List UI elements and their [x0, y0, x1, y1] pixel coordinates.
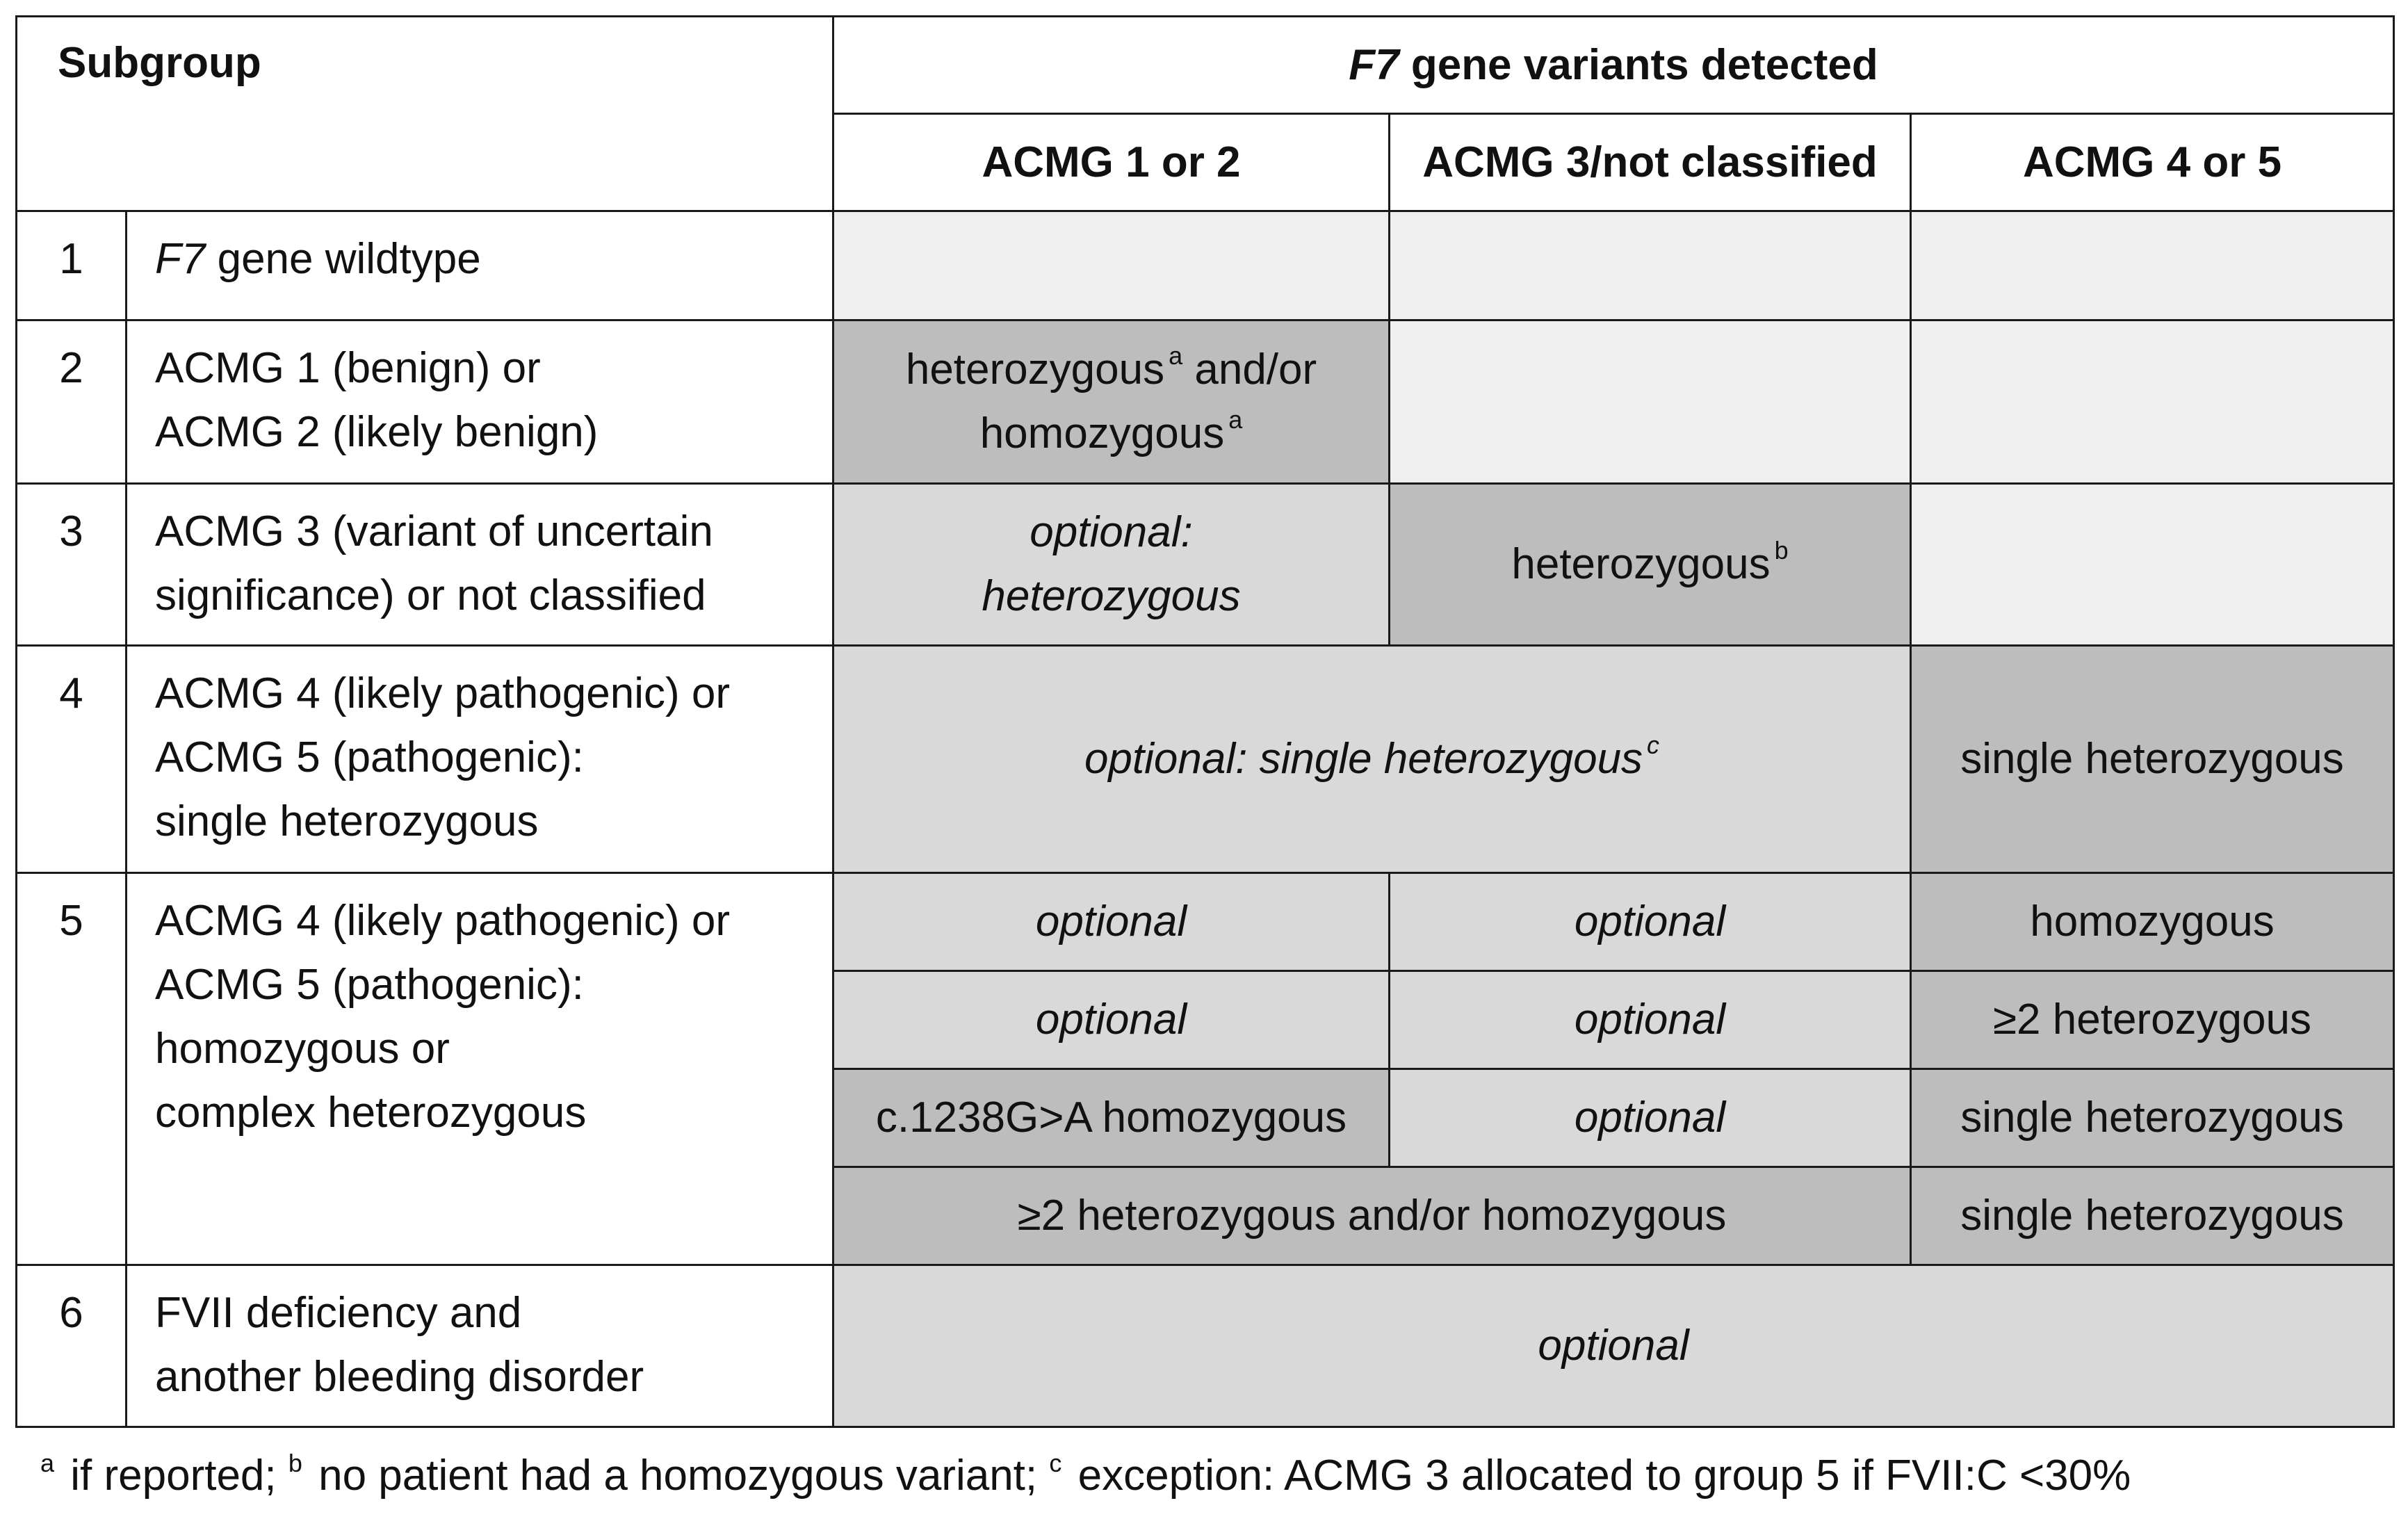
cell-acmg-3: heterozygous $^b$ — [1390, 484, 1911, 646]
header-acmg-3: ACMG 3/not classified — [1390, 114, 1911, 211]
cell-acmg-1-3: optional: single heterozygous $^c$ — [833, 646, 1911, 873]
row-number: 6 — [17, 1265, 127, 1427]
row-description: ACMG 1 (benign) or ACMG 2 (likely benign) — [127, 320, 833, 484]
cell-acmg-4-5: single heterozygous — [1911, 1167, 2394, 1265]
row-number: 1 — [17, 211, 127, 320]
cell-empty — [1911, 320, 2394, 484]
cell-acmg-4-5: single heterozygous — [1911, 1069, 2394, 1167]
cell-all-classes: optional — [833, 1265, 2394, 1427]
row-number: 5 — [17, 873, 127, 1265]
row-number: 2 — [17, 320, 127, 484]
table-row — [17, 320, 2394, 484]
header-acmg-4-5: ACMG 4 or 5 — [1911, 114, 2394, 211]
cell-acmg-4-5: single heterozygous — [1911, 646, 2394, 873]
cell-empty — [1390, 320, 1911, 484]
subgroup-table — [15, 15, 2395, 1428]
cell-acmg-1-3: ≥2 heterozygous and/or homozygous — [833, 1167, 1911, 1265]
cell-acmg-3: optional — [1390, 873, 1911, 971]
cell-acmg-1-2: heterozygous $^a$ and/or homozygous $^a$ — [833, 320, 1390, 484]
cell-acmg-4-5: homozygous — [1911, 873, 2394, 971]
header-variants-detected: F7 gene variants detected — [833, 17, 2394, 114]
cell-empty — [1390, 211, 1911, 320]
table-row — [17, 484, 2394, 646]
cell-acmg-1-2: optional: heterozygous — [833, 484, 1390, 646]
footnote: $^a$ if reported; $^b$ no patient had a homozygous variant; $^c$ exception: ACMG 3 allocated to group 5 if FVII:C <30% — [40, 1449, 2131, 1500]
row-number: 3 — [17, 484, 127, 646]
cell-acmg-3: optional — [1390, 971, 1911, 1069]
cell-empty — [1911, 211, 2394, 320]
table-row — [17, 873, 2394, 971]
cell-acmg-1-2: c.1238G>A homozygous — [833, 1069, 1390, 1167]
row-description: ACMG 4 (likely pathogenic) or ACMG 5 (pathogenic): homozygous or complex heterozygous — [127, 873, 833, 1265]
row-description: ACMG 3 (variant of uncertain significance) or not classified — [127, 484, 833, 646]
row-description: FVII deficiency and another bleeding disorder — [127, 1265, 833, 1427]
row-description: ACMG 4 (likely pathogenic) or ACMG 5 (pathogenic): single heterozygous — [127, 646, 833, 873]
table-row — [17, 646, 2394, 873]
cell-acmg-3: optional — [1390, 1069, 1911, 1167]
header-acmg-1-2: ACMG 1 or 2 — [833, 114, 1390, 211]
cell-acmg-1-2: optional — [833, 873, 1390, 971]
cell-acmg-1-2: optional — [833, 971, 1390, 1069]
table-row — [17, 1265, 2394, 1427]
table-row — [17, 211, 2394, 320]
cell-acmg-4-5: ≥2 heterozygous — [1911, 971, 2394, 1069]
row-number: 4 — [17, 646, 127, 873]
header-subgroup: Subgroup — [17, 17, 833, 211]
cell-empty — [833, 211, 1390, 320]
row-description: F7 gene wildtype — [127, 211, 833, 320]
cell-empty — [1911, 484, 2394, 646]
